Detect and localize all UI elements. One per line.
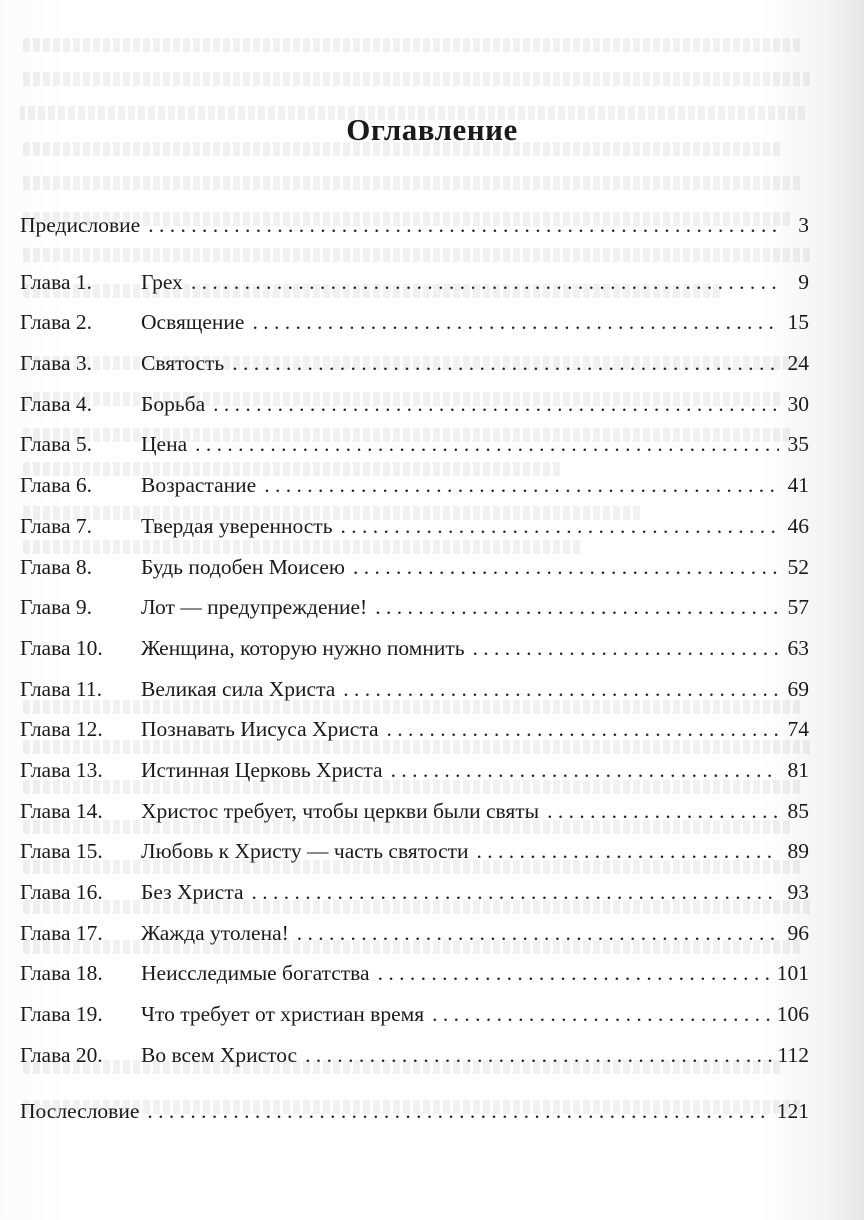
toc-chapter-number: Глава 1.	[20, 269, 92, 294]
toc-chapter-number: Глава 8.	[20, 554, 92, 579]
toc-entry[interactable]	[20, 1098, 809, 1139]
toc-page-number: 41	[787, 473, 809, 498]
toc-chapter-title: Святость	[141, 351, 225, 376]
toc-page-number: 9	[798, 269, 809, 294]
toc-page-number: 85	[787, 798, 809, 823]
toc-entry[interactable]	[20, 798, 809, 839]
toc-chapter-number: Глава 11.	[20, 676, 102, 701]
toc-chapter-number: Глава 10.	[20, 635, 103, 660]
toc-chapter-title: Твердая уверенность	[141, 513, 333, 538]
toc-chapter-number: Глава 3.	[20, 351, 92, 376]
toc-page-number: 81	[787, 757, 809, 782]
toc-chapter-title: Христос требует, чтобы церкви были святы	[141, 798, 540, 823]
toc-chapter-title: Возрастание	[141, 473, 257, 498]
toc-heading: Оглавление	[346, 112, 518, 147]
dot-leader	[343, 676, 779, 702]
toc-chapter-number: Глава 12.	[20, 717, 103, 742]
toc-chapter-title: Будь подобен Моисею	[141, 554, 345, 579]
dot-leader	[195, 431, 779, 457]
toc-chapter-title: Жажда утолена!	[141, 920, 289, 945]
toc-chapter-title: Женщина, которую нужно помнить	[141, 635, 465, 660]
table-of-contents	[20, 212, 809, 1139]
toc-chapter-title: Борьба	[141, 391, 206, 416]
dot-leader	[353, 554, 779, 580]
dot-leader	[387, 716, 779, 742]
toc-chapter-number: Глава 7.	[20, 513, 92, 538]
toc-entry[interactable]	[20, 431, 809, 472]
dot-leader	[391, 757, 779, 783]
toc-page-number: 69	[787, 676, 809, 701]
toc-page-number: 35	[787, 432, 809, 457]
toc-page-number: 46	[787, 513, 809, 538]
toc-chapter-number: Глава 2.	[20, 310, 92, 335]
toc-chapter-title: Без Христа	[141, 880, 244, 904]
dot-leader	[213, 391, 779, 417]
toc-page-number: 24	[787, 351, 809, 376]
toc-chapter-title: Великая сила Христа	[141, 676, 336, 701]
dot-leader	[547, 798, 779, 824]
toc-entry[interactable]	[20, 676, 809, 717]
dot-leader	[232, 350, 779, 376]
toc-entry[interactable]	[20, 960, 809, 1001]
dot-leader	[378, 960, 771, 986]
toc-chapter-title: Во всем Христос	[141, 1042, 298, 1067]
toc-page-number: 121	[776, 1099, 809, 1124]
toc-entry[interactable]	[20, 554, 809, 595]
toc-entry[interactable]	[20, 838, 809, 879]
toc-chapter-number: Глава 20.	[20, 1042, 103, 1067]
toc-page-number: 101	[776, 961, 809, 986]
dot-leader	[432, 1001, 771, 1027]
dot-leader	[341, 513, 780, 539]
dot-leader	[375, 594, 779, 620]
toc-page-number: 96	[787, 920, 809, 945]
toc-entry[interactable]	[20, 635, 809, 676]
toc-chapter-title: Предисловие	[20, 213, 141, 237]
toc-chapter-title: Любовь к Христу — часть святости	[141, 839, 469, 864]
toc-chapter-number: Глава 14.	[20, 798, 103, 823]
toc-entry[interactable]	[20, 472, 809, 513]
dot-leader	[305, 1042, 771, 1068]
dot-leader	[297, 920, 779, 946]
toc-chapter-number: Глава 9.	[20, 595, 92, 620]
toc-page-number: 63	[787, 635, 809, 660]
toc-entry[interactable]	[20, 1001, 809, 1042]
dot-leader	[148, 212, 779, 238]
toc-chapter-title: Истинная Церковь Христа	[141, 757, 383, 782]
toc-chapter-title: Что требует от христиан время	[141, 1002, 425, 1027]
toc-page-number: 93	[787, 880, 809, 904]
toc-chapter-title: Цена	[141, 432, 188, 457]
toc-chapter-number: Глава 4.	[20, 391, 92, 416]
toc-chapter-number: Глава 19.	[20, 1002, 103, 1027]
toc-chapter-number: Глава 15.	[20, 839, 103, 864]
toc-chapter-title: Лот — предупреждение!	[141, 595, 368, 620]
toc-entry[interactable]	[20, 309, 809, 350]
toc-chapter-number: Глава 18.	[20, 961, 103, 986]
toc-entry[interactable]	[20, 212, 809, 253]
toc-chapter-title: Грех	[141, 269, 183, 294]
toc-page-number: 57	[787, 595, 809, 620]
toc-page-number: 112	[777, 1042, 809, 1067]
toc-entry[interactable]	[20, 350, 809, 391]
toc-entry[interactable]	[20, 920, 809, 961]
toc-chapter-number: Глава 16.	[20, 880, 103, 904]
toc-entry[interactable]	[20, 594, 809, 635]
toc-chapter-title: Познавать Иисуса Христа	[141, 717, 379, 742]
dot-leader	[264, 472, 779, 498]
toc-page-number: 89	[787, 839, 809, 864]
dot-leader	[477, 838, 779, 864]
toc-entry[interactable]	[20, 391, 809, 432]
toc-page-number: 30	[787, 391, 809, 416]
toc-page-number: 15	[787, 310, 809, 335]
toc-chapter-number: Глава 5.	[20, 432, 92, 457]
toc-entry[interactable]	[20, 879, 809, 920]
toc-page-number: 52	[787, 554, 809, 579]
toc-entry[interactable]	[20, 716, 809, 757]
toc-chapter-title: Неисследимые богатства	[141, 961, 370, 986]
toc-entry[interactable]	[20, 757, 809, 798]
dot-leader	[252, 309, 779, 335]
dot-leader	[147, 1098, 770, 1124]
toc-chapter-title: Освящение	[141, 310, 245, 335]
dot-leader	[191, 269, 779, 295]
toc-entry[interactable]	[20, 1042, 809, 1083]
toc-entry[interactable]	[20, 513, 809, 554]
toc-chapter-title: Послесловие	[20, 1099, 140, 1124]
toc-entry[interactable]	[20, 269, 809, 310]
toc-page-number: 3	[798, 213, 809, 237]
toc-chapter-number: Глава 13.	[20, 757, 103, 782]
dot-leader	[473, 635, 779, 661]
toc-page-number: 106	[776, 1002, 809, 1027]
toc-chapter-number: Глава 6.	[20, 473, 92, 498]
dot-leader	[252, 879, 779, 905]
toc-chapter-number: Глава 17.	[20, 920, 103, 945]
toc-page-number: 74	[787, 717, 809, 742]
